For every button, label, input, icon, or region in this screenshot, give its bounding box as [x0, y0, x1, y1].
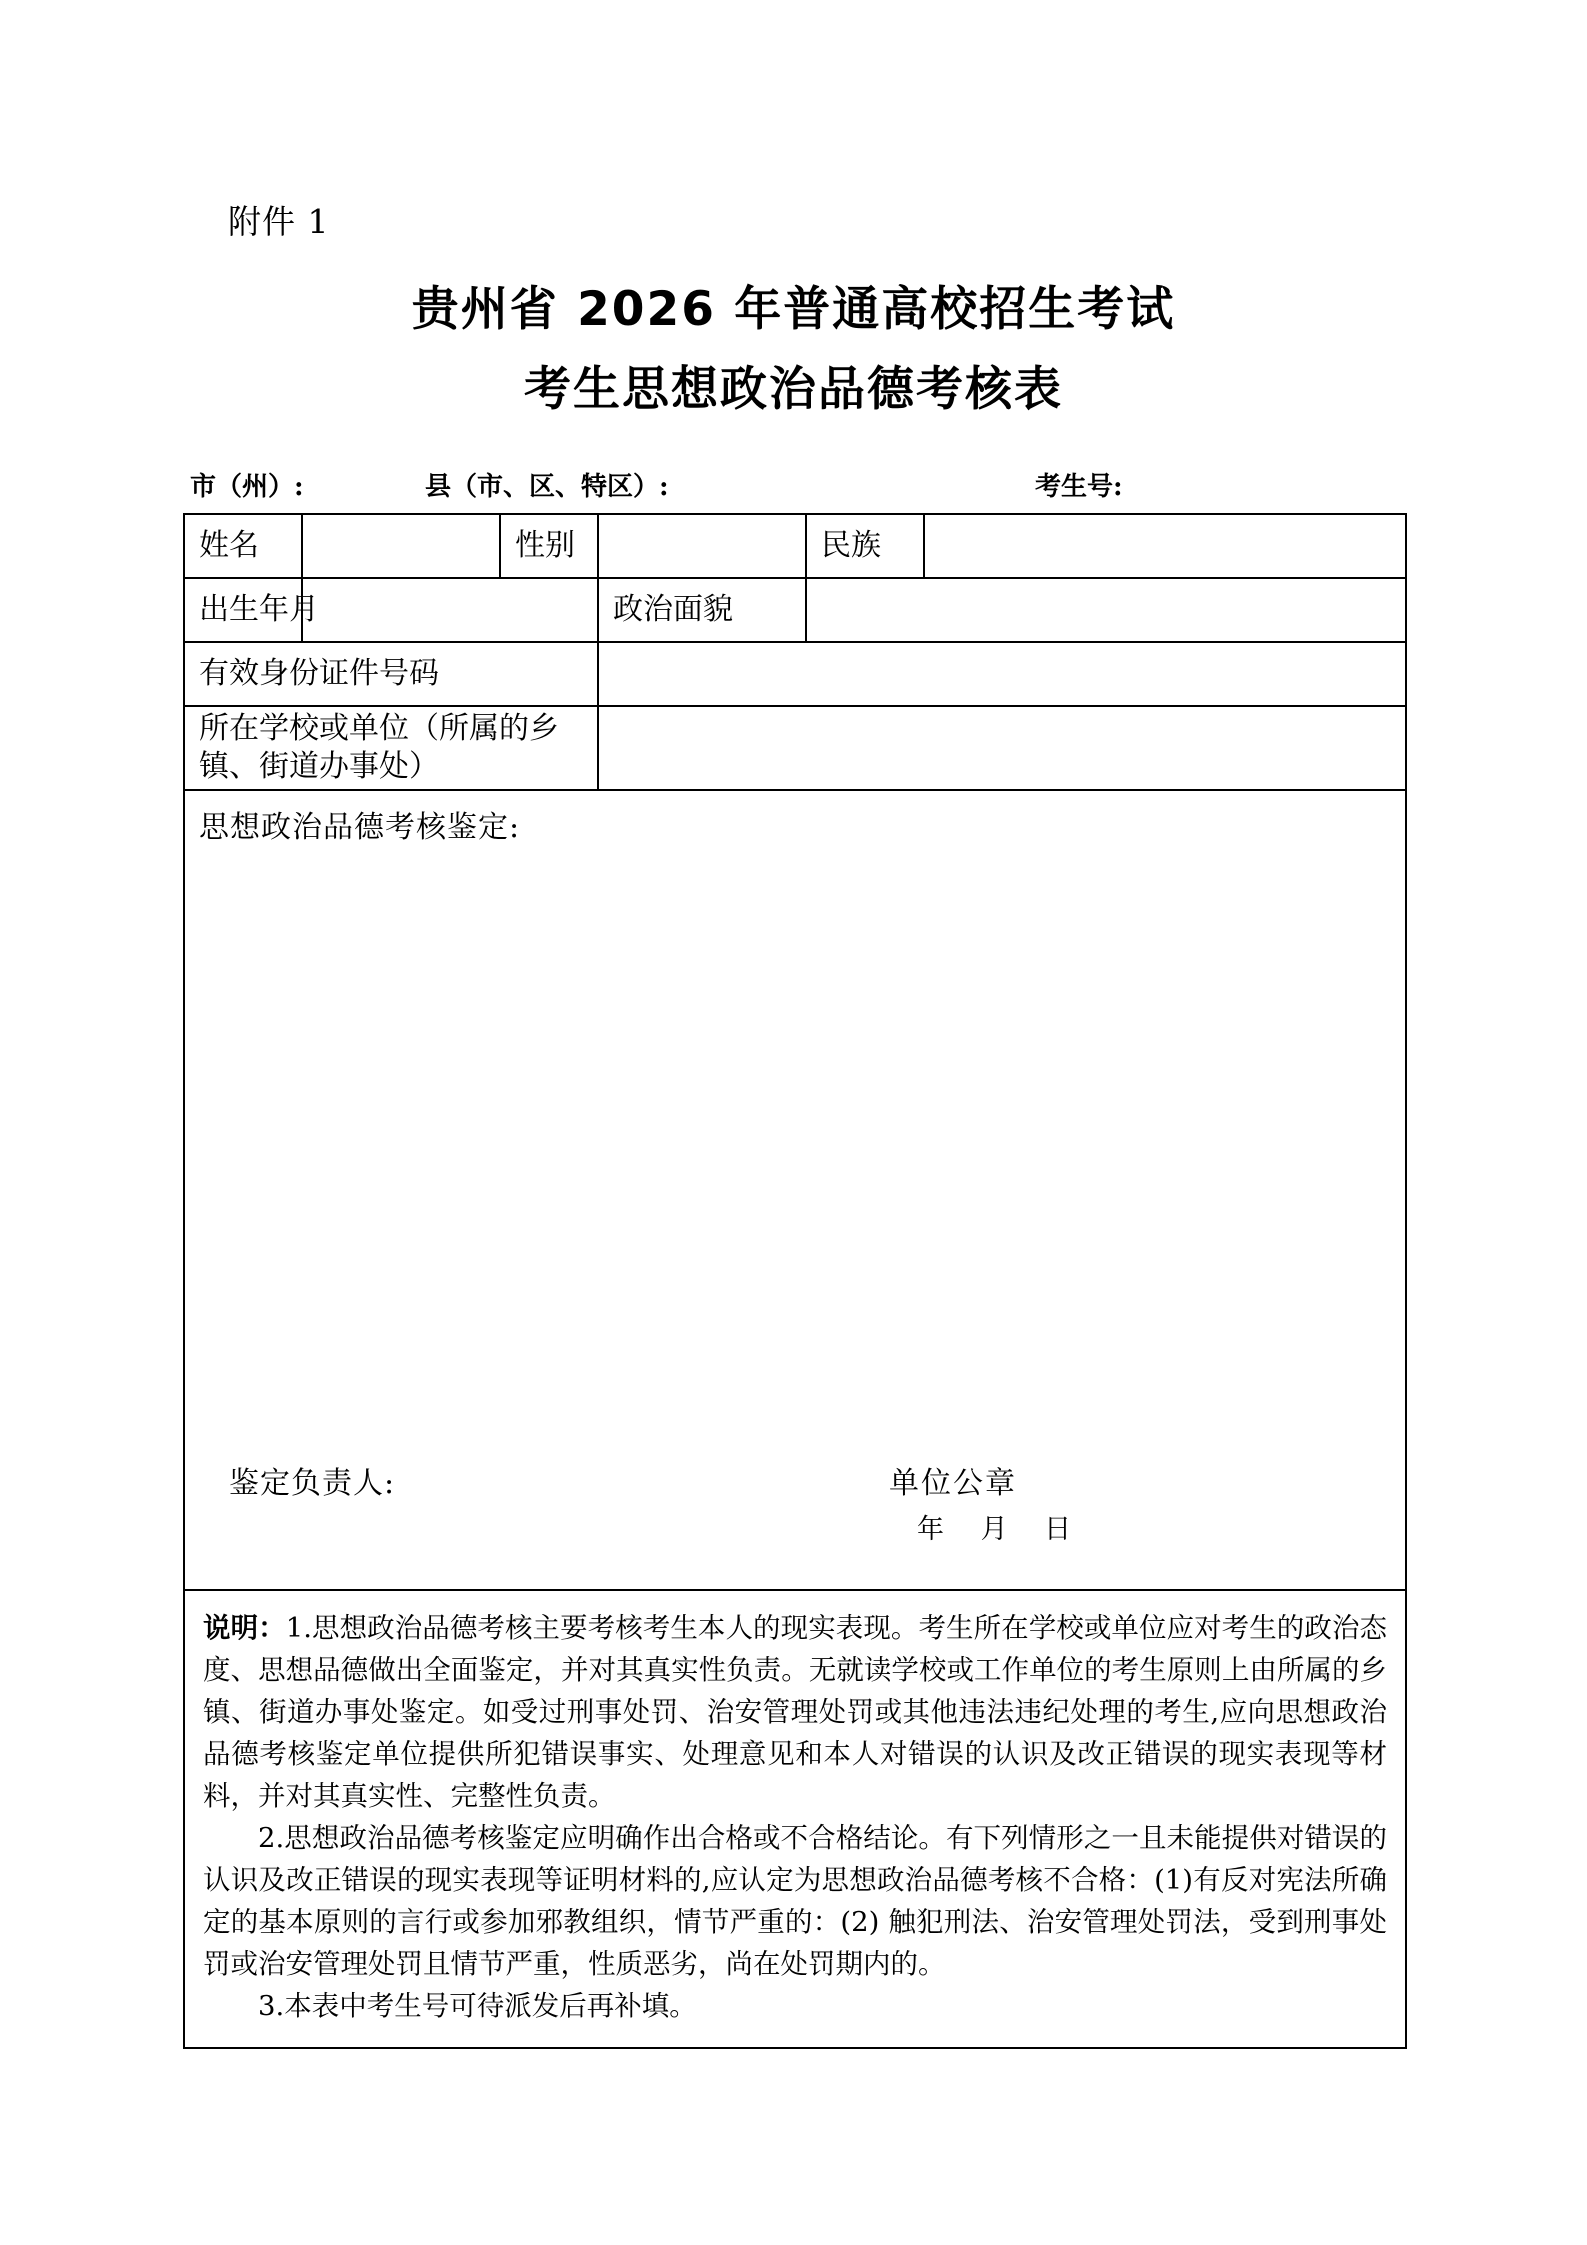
signer-label: 鉴定负责人:	[229, 1466, 396, 1501]
page-title	[0, 270, 1587, 430]
table-row-basic-1	[184, 514, 1406, 578]
table-row-basic-2	[184, 578, 1406, 642]
birth-value[interactable]	[302, 578, 598, 642]
table-row-assessment	[184, 790, 1406, 1590]
table-row-unit	[184, 706, 1406, 790]
notes-item-2: 2.思想政治品德考核鉴定应明确作出合格或不合格结论。有下列情形之一且未能提供对错误的认识及改正错误的现实表现等证明材料的,应认定为思想政治品德考核不合格：(1)有反对宪法所确定的基本原则的言行或参加邪教组织，情节严重的：(2) 触犯刑法、治安管理处罚法，受到刑事处罚或治安管理处罚且情节严重，性质恶劣，尚在处罚期内的。	[203, 1822, 1387, 1980]
unit-label: 所在学校或单位（所属的乡镇、街道办事处）	[184, 706, 598, 790]
attachment-label: 附件 1	[228, 202, 330, 241]
ethnicity-label: 民族	[806, 514, 924, 578]
applicant-form-table	[183, 513, 1407, 2049]
date-label: 年 月 日	[917, 1514, 1086, 1545]
exam-number-label: 考生号:	[1035, 472, 1123, 502]
notes-label: 说明：	[203, 1612, 286, 1644]
signature-area	[199, 1457, 1391, 1567]
unit-value[interactable]	[598, 706, 1406, 790]
name-label: 姓名	[184, 514, 302, 578]
id-label: 有效身份证件号码	[184, 642, 598, 706]
table-row-notes	[184, 1590, 1406, 2048]
ethnicity-value[interactable]	[924, 514, 1406, 578]
city-label: 市（州）:	[190, 472, 304, 502]
political-status-label: 政治面貌	[598, 578, 806, 642]
county-label: 县（市、区、特区）:	[425, 472, 669, 502]
notes-item-1: 1.思想政治品德考核主要考核考生本人的现实表现。考生所在学校或单位应对考生的政治态度、思想品德做出全面鉴定，并对其真实性负责。无就读学校或工作单位的考生原则上由所属的乡镇、街道办事处鉴定。如受过刑事处罚、治安管理处罚或其他违法违纪处理的考生,应向思想政治品德考核鉴定单位提供所犯错误事实、处理意见和本人对错误的认识及改正错误的现实表现等材料，并对其真实性、完整性负责。	[203, 1612, 1388, 1812]
title-line-2: 考生思想政治品德考核表	[524, 362, 1063, 417]
title-line-1: 贵州省 2026 年普通高校招生考试	[411, 282, 1176, 337]
notes-cell	[184, 1590, 1406, 2048]
notes-body	[203, 1607, 1387, 2027]
name-value[interactable]	[302, 514, 500, 578]
assessment-cell[interactable]	[184, 790, 1406, 1590]
table-row-id	[184, 642, 1406, 706]
stamp-label: 单位公章	[889, 1466, 1017, 1501]
meta-row	[190, 466, 1420, 506]
political-status-value[interactable]	[806, 578, 1406, 642]
notes-paragraph-1	[203, 1607, 1387, 1817]
gender-value[interactable]	[598, 514, 806, 578]
notes-item-3: 3.本表中考生号可待派发后再补填。	[258, 1990, 697, 2022]
gender-label: 性别	[500, 514, 598, 578]
birth-label: 出生年月	[184, 578, 302, 642]
id-value[interactable]	[598, 642, 1406, 706]
assessment-label: 思想政治品德考核鉴定:	[199, 810, 521, 845]
